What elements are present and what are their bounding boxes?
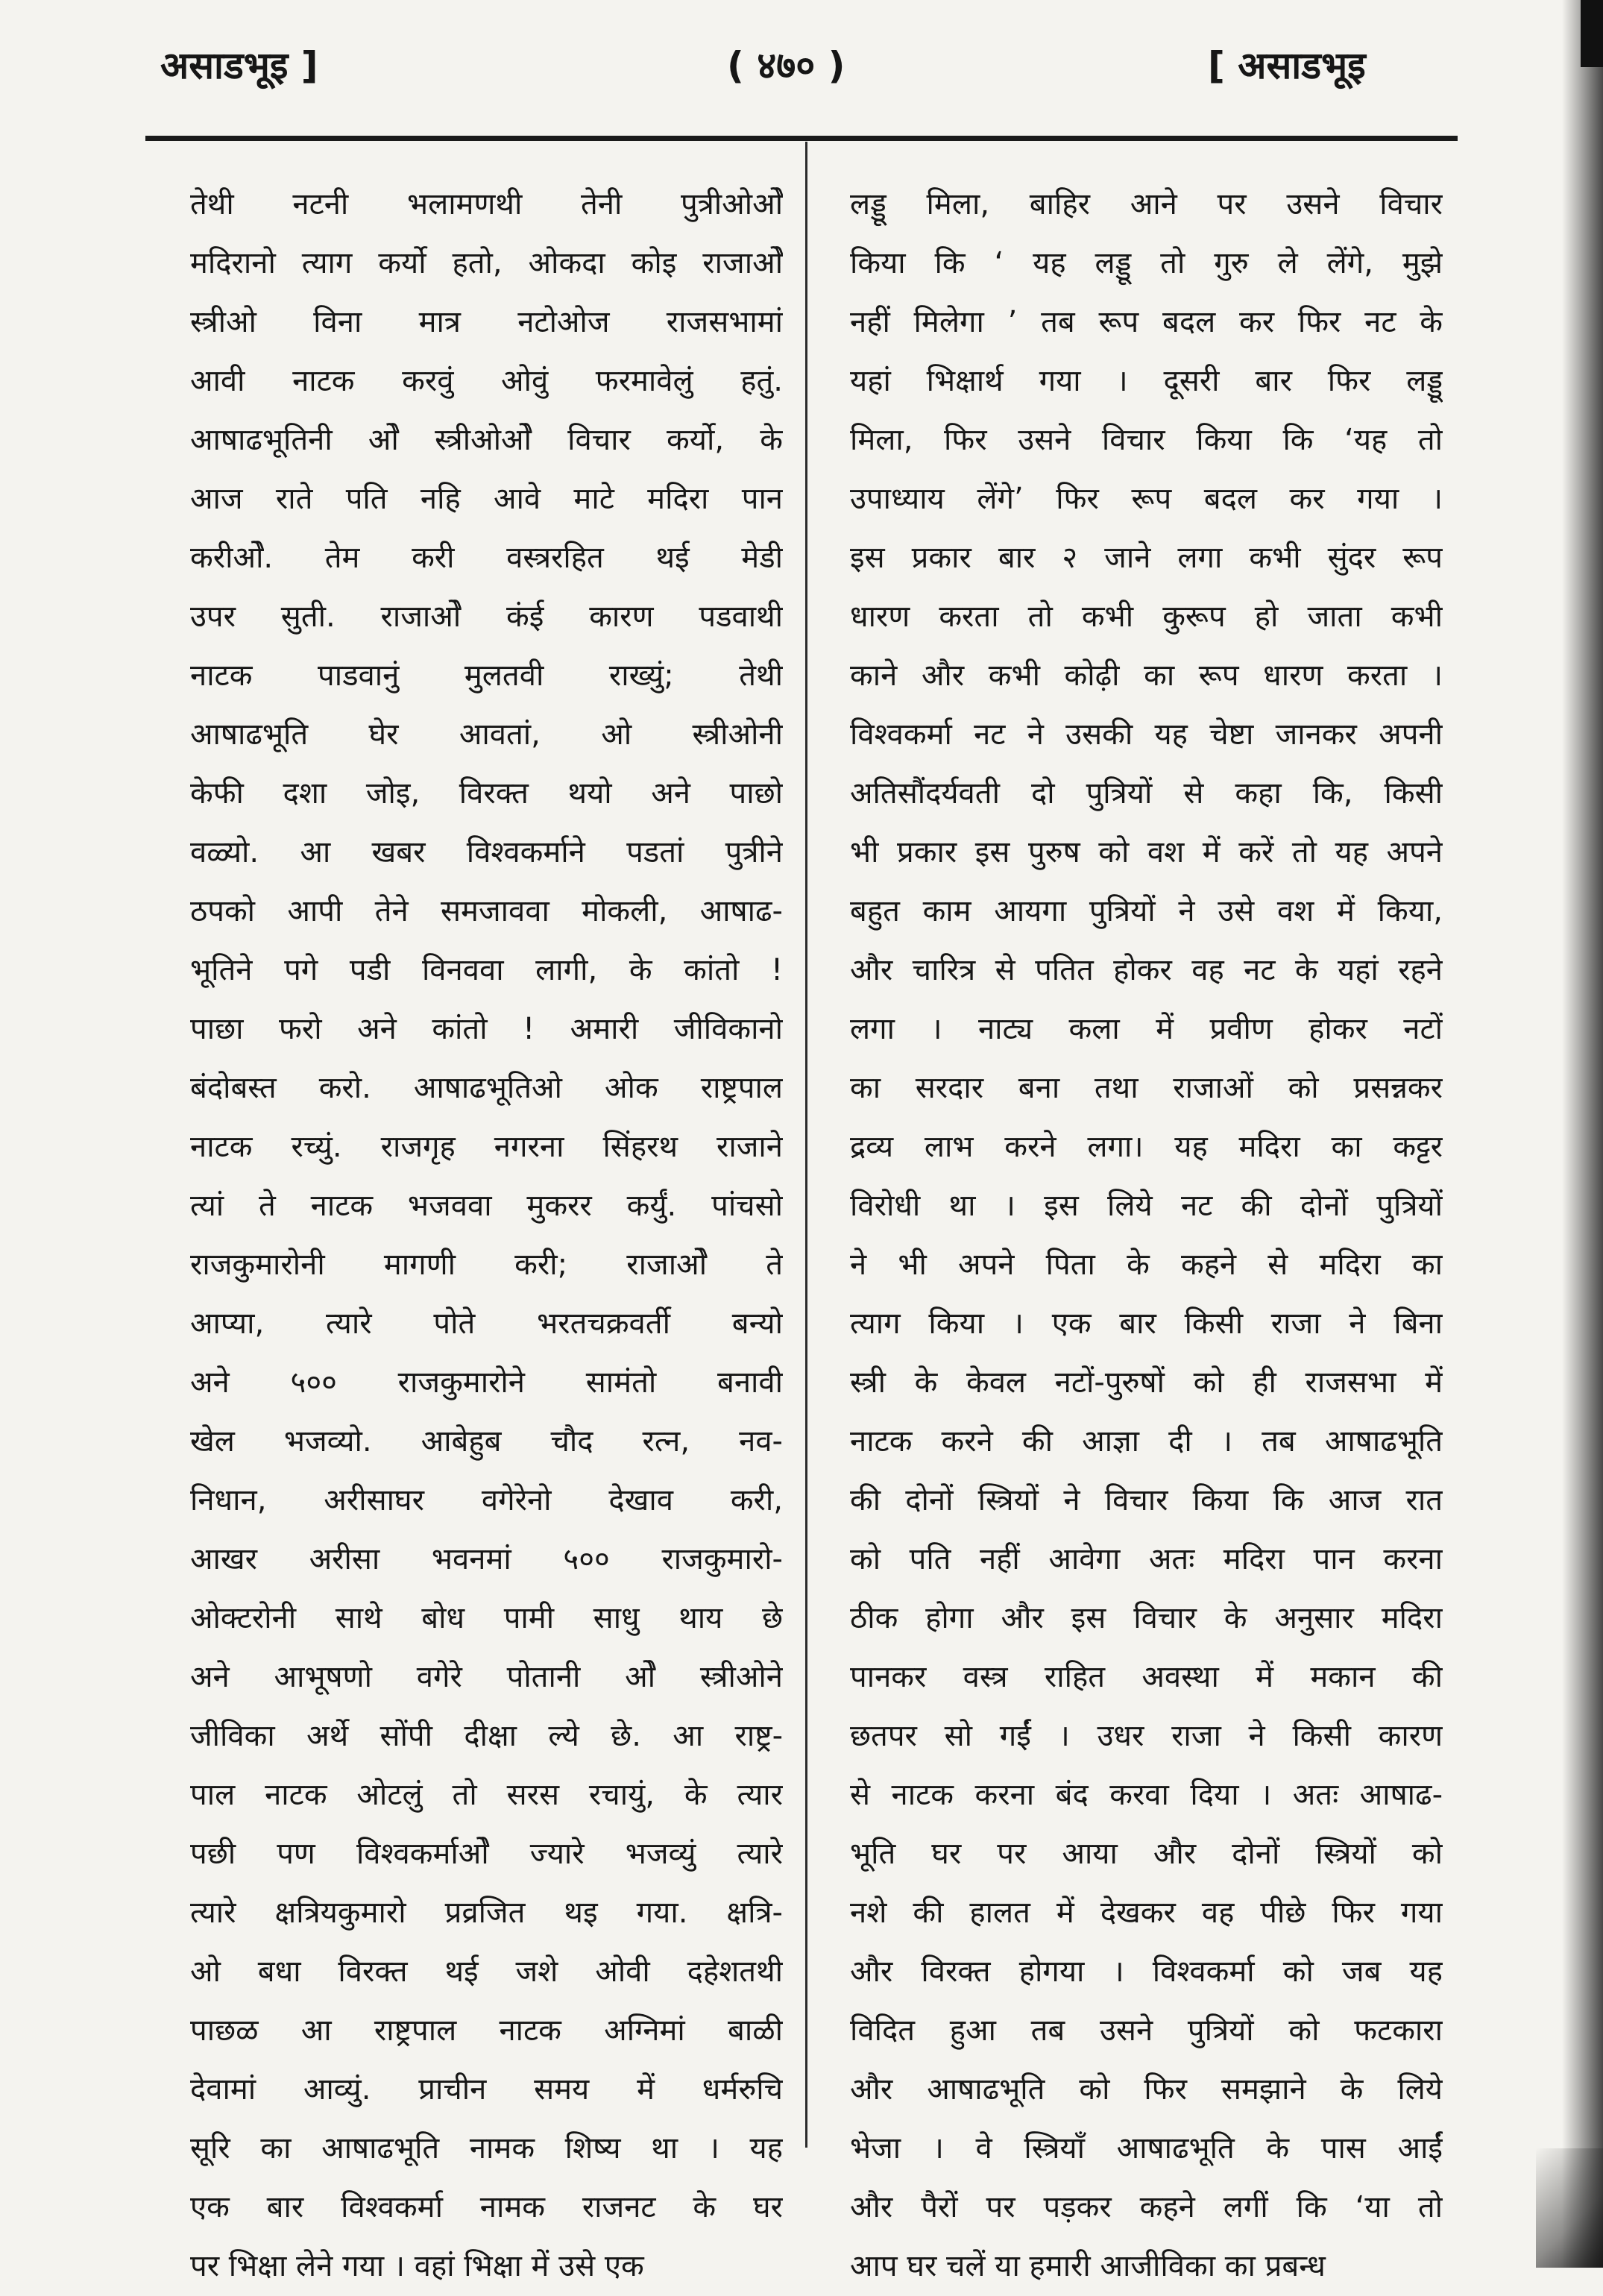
text-line: और विरक्त होगया । विश्वकर्मा को जब यह [850, 1954, 1443, 1989]
text-line: पानकर वस्त्र राहित अवस्था में मकान की [850, 1660, 1443, 1694]
text-line: और चारित्र से पतित होकर वह नट के यहां रहने [850, 953, 1443, 987]
text-line: स्त्री के केवल नटों-पुरुषों को ही राजसभा में [850, 1365, 1443, 1400]
column-divider [805, 142, 807, 2148]
text-line: भूतिने पगे पडी विनववा लागी, के कांतो ! [190, 953, 783, 987]
text-line: ओ बधा विरक्त थई जशे ओवी दहेशतथी [190, 1954, 783, 1989]
text-line: पछी पण विश्वकर्माओे ज्यारे भजव्युं त्यारे [190, 1837, 783, 1871]
text-line: उपाध्याय लेंगे’ फिर रूप बदल कर गया । [850, 482, 1443, 516]
text-line: देवामां आव्युं. प्राचीन समय में धर्मरुचि [190, 2072, 783, 2107]
text-line: निधान, अरीसाघर वगेरेनो देखाव करी, [190, 1483, 783, 1517]
text-line: नशे की हालत में देखकर वह पीछे फिर गया [850, 1896, 1443, 1930]
text-line: नाटक करने की आज्ञा दी । तब आषाढभूति [850, 1424, 1443, 1459]
text-line: एक बार विश्वकर्मा नामक राजनट के घर [190, 2190, 783, 2224]
text-line: और पैरों पर पड़कर कहने लगीं कि ‘या तो [850, 2190, 1443, 2224]
text-line: अतिसौंदर्यवती दो पुत्रियों से कहा कि, किसी [850, 776, 1443, 811]
running-header-right: [ असाडभूइ [1208, 44, 1366, 87]
text-line: किया कि ‘ यह लड्डू तो गुरु ले लेंगे, मुझे [850, 246, 1443, 280]
text-line: अने आभूषणो वगेरे पोतानी ओे स्त्रीओने [190, 1660, 783, 1694]
text-line: केफी दशा जोइ, विरक्त थयो अने पाछो [190, 776, 783, 811]
text-line: आषाढभूतिनी ओे स्त्रीओओे विचार कर्यो, के [190, 423, 783, 457]
text-line: बंदोबस्त करो. आषाढभूतिओ ओक राष्ट्रपाल [190, 1071, 783, 1105]
text-line: त्यारे क्षत्रियकुमारो प्रव्रजित थइ गया. क्षत्रि- [190, 1896, 783, 1930]
text-line: नाटक रच्युं. राजगृह नगरना सिंहरथ राजाने [190, 1130, 783, 1164]
text-line: राजकुमारोनी मागणी करी; राजाओे ते [190, 1248, 783, 1282]
text-line: द्रव्य लाभ करने लगा। यह मदिरा का कट्टर [850, 1130, 1443, 1164]
text-line: करीओे. तेम करी वस्त्ररहित थई मेडी [190, 541, 783, 575]
left-column-gujarati [190, 175, 783, 2296]
text-line: आप्या, त्यारे पोते भरतचक्रवर्ती बन्यो [190, 1306, 783, 1341]
text-line: सूरि का आषाढभूति नामक शिष्य था । यह [190, 2131, 783, 2166]
running-header-left: असाडभूइ ] [160, 44, 318, 87]
scan-edge-corner-top [1581, 0, 1603, 67]
text-line: की दोनों स्त्रियों ने विचार किया कि आज रात [850, 1483, 1443, 1517]
text-line: पाल नाटक ओटलुं तो सरस रचायुं, के त्यार [190, 1778, 783, 1812]
scan-edge-shadow [1562, 0, 1603, 2268]
text-line: भी प्रकार इस पुरुष को वश में करें तो यह अपने [850, 835, 1443, 869]
text-line: नहीं मिलेगा ’ तब रूप बदल कर फिर नट के [850, 305, 1443, 339]
text-line: विश्वकर्मा नट ने उसकी यह चेष्टा जानकर अपनी [850, 717, 1443, 752]
text-line: इस प्रकार बार २ जाने लगा कभी सुंदर रूप [850, 541, 1443, 575]
text-line: वळ्यो. आ खबर विश्वकर्माने पडतां पुत्रीने [190, 835, 783, 869]
text-line: छतपर सो गईं । उधर राजा ने किसी कारण [850, 1719, 1443, 1753]
text-line: लड्डू मिला, बाहिर आने पर उसने विचार [850, 187, 1443, 221]
text-line: आज राते पति नहि आवे माटे मदिरा पान [190, 482, 783, 516]
text-line: पाछा फरो अने कांतो ! अमारी जीविकानो [190, 1012, 783, 1046]
text-line: काने और कभी कोढ़ी का रूप धारण करता । [850, 658, 1443, 693]
text-line: उपर सुती. राजाओे कंई कारण पडवाथी [190, 600, 783, 634]
right-column-hindi [850, 175, 1443, 2296]
text-line: बहुत काम आयगा पुत्रियों ने उसे वश में किया, [850, 894, 1443, 928]
text-line: को पति नहीं आवेगा अतः मदिरा पान करना [850, 1542, 1443, 1576]
text-line: भूति घर पर आया और दोनों स्त्रियों को [850, 1837, 1443, 1871]
text-line: विदित हुआ तब उसने पुत्रियों को फटकारा [850, 2013, 1443, 2048]
text-line: धारण करता तो कभी कुरूप हो जाता कभी [850, 600, 1443, 634]
text-line: ने भी अपने पिता के कहने से मदिरा का [850, 1248, 1443, 1282]
text-line: का सरदार बना तथा राजाओं को प्रसन्नकर [850, 1071, 1443, 1105]
text-line: पाछळ आ राष्ट्रपाल नाटक अग्निमां बाळी [190, 2013, 783, 2048]
text-line: आप घर चलें या हमारी आजीविका का प्रबन्ध [850, 2249, 1326, 2283]
text-line: पर भिक्षा लेने गया । वहां भिक्षा में उसे एक [190, 2249, 644, 2283]
text-line: यहां भिक्षार्थ गया । दूसरी बार फिर लड्डू [850, 364, 1443, 398]
text-line: भेजा । वे स्त्रियाँ आषाढभूति के पास आईं [850, 2131, 1443, 2166]
text-line: ठपको आपी तेने समजाववा मोकली, आषाढ- [190, 894, 783, 928]
text-line: अने ५०० राजकुमारोने सामंतो बनावी [190, 1365, 783, 1400]
page-number: ( ४७० ) [727, 44, 845, 87]
text-line: जीविका अर्थे सोंपी दीक्षा ल्ये छे. आ राष्ट्र- [190, 1719, 783, 1753]
text-line: विरोधी था । इस लिये नट की दोनों पुत्रियों [850, 1189, 1443, 1223]
scan-edge-corner-bottom [1536, 2148, 1603, 2268]
text-line: स्त्रीओ विना मात्र नटोओज राजसभामां [190, 305, 783, 339]
text-line: मदिरानो त्याग कर्यो हतो, ओकदा कोइ राजाओे [190, 246, 783, 280]
text-line: त्याग किया । एक बार किसी राजा ने बिना [850, 1306, 1443, 1341]
text-line: खेल भजव्यो. आबेहुब चौद रत्न, नव- [190, 1424, 783, 1459]
text-line: और आषाढभूति को फिर समझाने के लिये [850, 2072, 1443, 2107]
text-line: ओक्टरोनी साथे बोध पामी साधु थाय छे [190, 1601, 783, 1635]
text-line: ठीक होगा और इस विचार के अनुसार मदिरा [850, 1601, 1443, 1635]
text-line: तेथी नटनी भलामणथी तेनी पुत्रीओओे [190, 187, 783, 221]
text-line: आखर अरीसा भवनमां ५०० राजकुमारो- [190, 1542, 783, 1576]
text-line: नाटक पाडवानुं मुलतवी राख्युं; तेथी [190, 658, 783, 693]
text-line: आषाढभूति घेर आवतां, ओ स्त्रीओनी [190, 717, 783, 752]
text-line: से नाटक करना बंद करवा दिया । अतः आषाढ- [850, 1778, 1443, 1812]
text-line: आवी नाटक करवुं ओवुं फरमावेलुं हतुं. [190, 364, 783, 398]
header-rule [145, 136, 1458, 141]
text-line: त्यां ते नाटक भजववा मुकरर कर्युं. पांचसो [190, 1189, 783, 1223]
text-line: मिला, फिर उसने विचार किया कि ‘यह तो [850, 423, 1443, 457]
text-line: लगा । नाट्य कला में प्रवीण होकर नटों [850, 1012, 1443, 1046]
